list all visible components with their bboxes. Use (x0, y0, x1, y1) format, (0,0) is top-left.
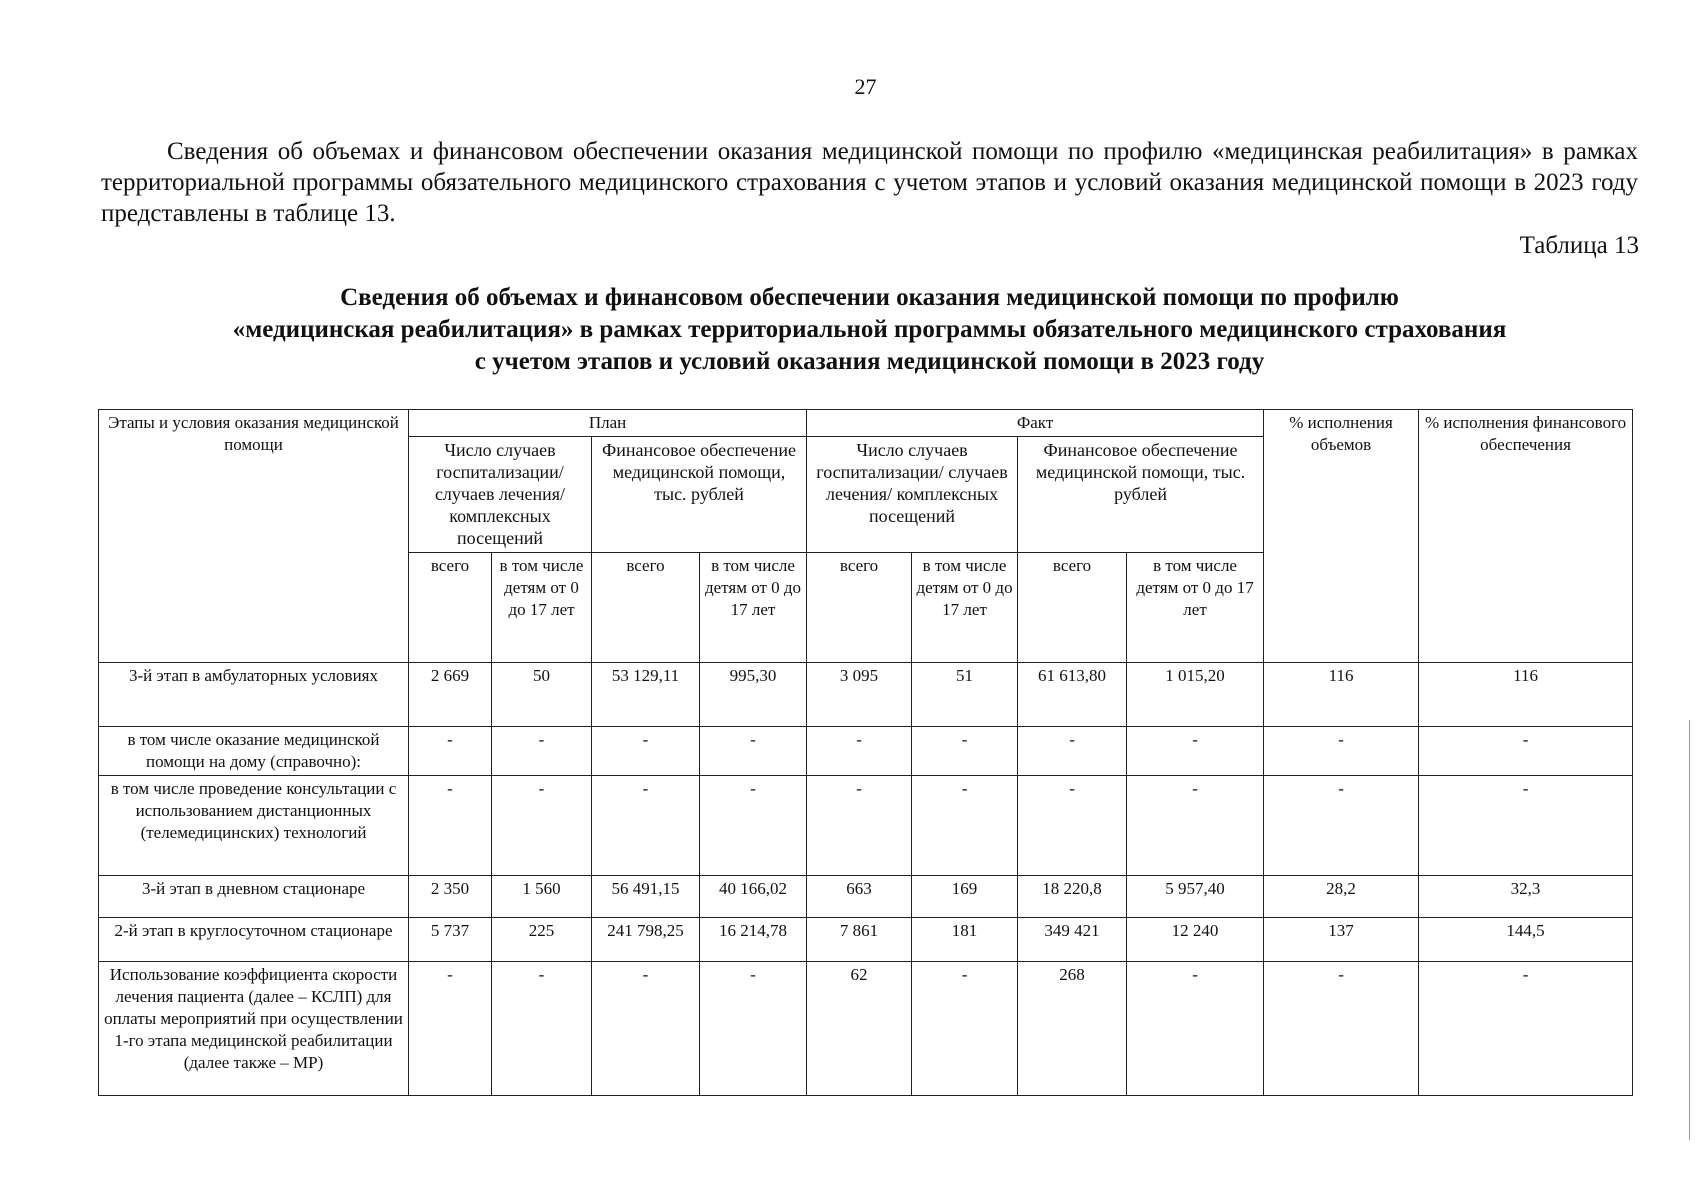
table-cell: 51 (912, 663, 1018, 727)
table-cell: - (1419, 776, 1633, 876)
table-cell: 181 (912, 918, 1018, 962)
table-cell: 116 (1419, 663, 1633, 727)
table-cell: 16 214,78 (700, 918, 807, 962)
row-label: 2-й этап в круглосуточном стационаре (99, 918, 409, 962)
table-title-line: «медицинская реабилитация» в рамках территориальной программы обязательного медицинского страхования (232, 316, 1507, 343)
table-row (99, 663, 1633, 727)
table-cell: - (1419, 962, 1633, 1096)
row-label: 3-й этап в дневном стационаре (99, 876, 409, 918)
table-cell: 241 798,25 (592, 918, 700, 962)
scan-edge-line (1689, 720, 1690, 1140)
table-cell: 18 220,8 (1018, 876, 1127, 918)
table-cell: 268 (1018, 962, 1127, 1096)
table-title (101, 282, 1638, 378)
table-label: Таблица 13 (1519, 232, 1639, 259)
table-cell: 3 095 (807, 663, 912, 727)
table-cell: - (1018, 776, 1127, 876)
table-cell: - (807, 776, 912, 876)
header-fact-finance: Финансовое обеспечение медицинской помощи, тыс. рублей (1018, 437, 1264, 553)
header-total: всего (1018, 553, 1127, 663)
table-cell: - (1127, 962, 1264, 1096)
header-fact-cases: Число случаев госпитализации/ случаев лечения/ комплексных посещений (807, 437, 1018, 553)
table-cell: - (1264, 727, 1419, 776)
table-title-line: с учетом этапов и условий оказания медицинской помощи в 2023 году (474, 348, 1265, 375)
table-cell: - (912, 962, 1018, 1096)
table-cell: - (592, 776, 700, 876)
row-label: Использование коэффициента скорости лечения пациента (далее – КСЛП) для оплаты мероприятий при осуществлении 1-го этапа медицинской реабилитации (далее также – МР) (99, 962, 409, 1096)
table-cell: - (409, 727, 492, 776)
table-cell: 116 (1264, 663, 1419, 727)
table-cell: 7 861 (807, 918, 912, 962)
row-label: в том числе оказание медицинской помощи на дому (справочно): (99, 727, 409, 776)
page-number: 27 (854, 74, 877, 99)
table-cell: 1 015,20 (1127, 663, 1264, 727)
table-cell: - (492, 776, 592, 876)
table-cell: 40 166,02 (700, 876, 807, 918)
table-cell: 2 669 (409, 663, 492, 727)
table-cell: 144,5 (1419, 918, 1633, 962)
table-title-line: Сведения об объемах и финансовом обеспечении оказания медицинской помощи по профилю (340, 284, 1399, 311)
table-cell: 1 560 (492, 876, 592, 918)
header-plan: План (409, 410, 807, 437)
table-cell: 995,30 (700, 663, 807, 727)
rehab-table (98, 409, 1633, 1096)
table-cell: 5 957,40 (1127, 876, 1264, 918)
table-cell: - (700, 727, 807, 776)
table-cell: 56 491,15 (592, 876, 700, 918)
table-cell: 12 240 (1127, 918, 1264, 962)
table-cell: - (592, 727, 700, 776)
table-cell: 32,3 (1419, 876, 1633, 918)
table-cell: 663 (807, 876, 912, 918)
table-cell: 28,2 (1264, 876, 1419, 918)
table-cell: - (1127, 727, 1264, 776)
table-row (99, 727, 1633, 776)
table-cell: - (592, 962, 700, 1096)
table-row (99, 876, 1633, 918)
table-cell: - (492, 962, 592, 1096)
table-cell: 225 (492, 918, 592, 962)
table-cell: 53 129,11 (592, 663, 700, 727)
table-cell: 5 737 (409, 918, 492, 962)
table-cell: - (409, 962, 492, 1096)
table-cell: - (912, 776, 1018, 876)
table-row (99, 962, 1633, 1096)
table-cell: 50 (492, 663, 592, 727)
table-row (99, 776, 1633, 876)
header-fact: Факт (807, 410, 1264, 437)
header-plan-cases: Число случаев госпитализации/ случаев лечения/ комплексных посещений (409, 437, 592, 553)
row-label: в том числе проведение консультации с использованием дистанционных (телемедицинских) технологий (99, 776, 409, 876)
table-cell: - (1264, 962, 1419, 1096)
intro-paragraph: Сведения об объемах и финансовом обеспечении оказания медицинской помощи по профилю «медицинская реабилитация» в рамках территориальной программы обязательного медицинского страхования с учетом этапов и условий оказания медицинской помощи в 2023 году представлены в таблице 13. (101, 138, 1638, 227)
table-cell: - (700, 962, 807, 1096)
table-cell: - (912, 727, 1018, 776)
header-plan-finance: Финансовое обеспечение медицинской помощи, тыс. рублей (592, 437, 807, 553)
header-children: в том числе детям от 0 до 17 лет (1127, 553, 1264, 663)
table-cell: - (409, 776, 492, 876)
header-total: всего (807, 553, 912, 663)
table-cell: - (1018, 727, 1127, 776)
header-total: всего (409, 553, 492, 663)
header-pct-volume: % исполнения объемов (1264, 410, 1419, 663)
header-stage: Этапы и условия оказания медицинской помощи (99, 410, 409, 663)
header-children: в том числе детям от 0 до 17 лет (700, 553, 807, 663)
table-cell: - (1419, 727, 1633, 776)
table-cell: - (1264, 776, 1419, 876)
table-cell: 2 350 (409, 876, 492, 918)
table-cell: 349 421 (1018, 918, 1127, 962)
header-children: в том числе детям от 0 до 17 лет (912, 553, 1018, 663)
table-cell: 61 613,80 (1018, 663, 1127, 727)
table-cell: 137 (1264, 918, 1419, 962)
table-cell: 169 (912, 876, 1018, 918)
table-row (99, 918, 1633, 962)
table-cell: - (492, 727, 592, 776)
header-total: всего (592, 553, 700, 663)
table-cell: - (1127, 776, 1264, 876)
row-label: 3-й этап в амбулаторных условиях (99, 663, 409, 727)
header-pct-finance: % исполнения финансового обеспечения (1419, 410, 1633, 663)
table-cell: - (807, 727, 912, 776)
table-cell: 62 (807, 962, 912, 1096)
header-children: в том числе детям от 0 до 17 лет (492, 553, 592, 663)
table-cell: - (700, 776, 807, 876)
